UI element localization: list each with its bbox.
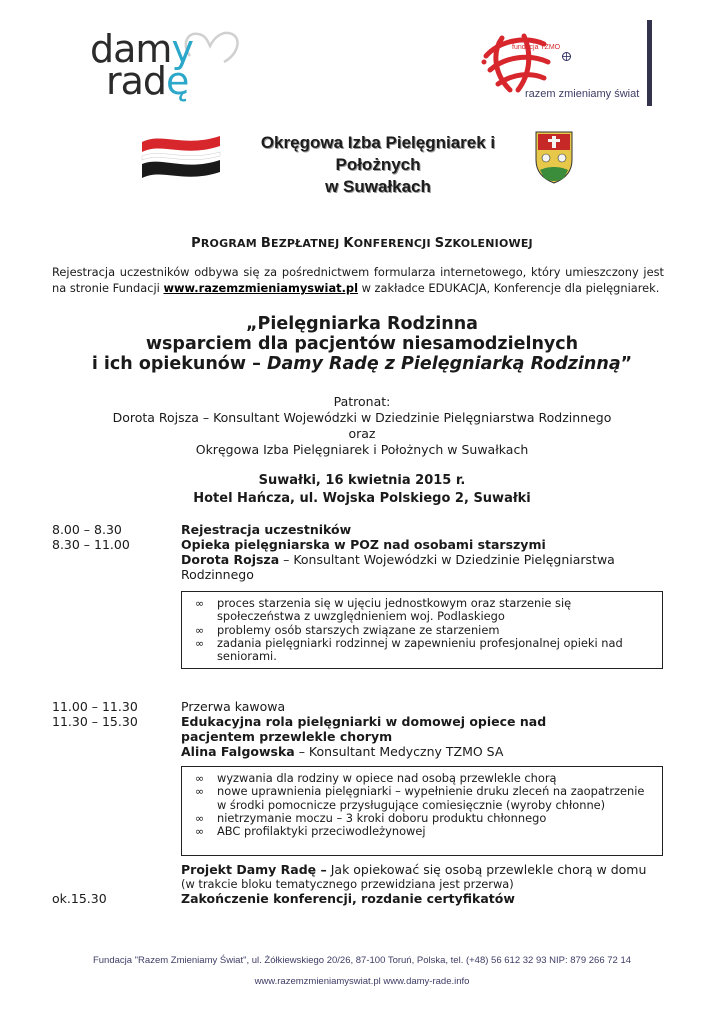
schedule-title: Przerwa kawowa <box>181 699 286 714</box>
logo-word-rade: radę <box>106 59 189 103</box>
tzmo-slogan: razem zmieniamy świat <box>525 88 640 100</box>
patronage-line1: Dorota Rojsza – Konsultant Wojewódzki w Dziedzinie Pielęgniarstwa Rodzinnego <box>112 410 612 425</box>
patronage-label: Patronat: <box>333 394 391 409</box>
list-item: ∞ wyzwania dla rodziny w opiece nad osobą przewlekle chorą <box>195 771 557 785</box>
venue-address: Hotel Hańcza, ul. Wojska Polskiego 2, Suwałki <box>193 491 531 506</box>
topics-box-2 <box>181 766 663 856</box>
schedule-time: 8.30 – 11.00 <box>52 537 130 552</box>
list-item: ∞ zadania pielęgniarki rodzinnej w zapewnieniu profesjonalnej opieki nad seniorami. <box>195 635 623 664</box>
project-row <box>52 862 672 892</box>
speaker-line <box>181 552 661 582</box>
schedule-title: Opieka pielęgniarska w POZ nad osobami starszymi <box>181 537 546 552</box>
registration-paragraph: Rejestracja uczestników odbywa się za pośrednictwem formularza internetowego, który umieszczony jest na stronie Fundacji www.razemzmieniamyswiat.pl w zakładce EDUKACJA, Konferencje dla pielęgniarek. <box>52 265 664 295</box>
topics-box-1 <box>181 591 663 669</box>
schedule-time: ok.15.30 <box>52 891 107 906</box>
conference-title-line3: i ich opiekunów – Damy Radę z Pielęgniarką Rodzinną” <box>91 354 633 374</box>
damy-rade-logo <box>88 24 248 104</box>
list-item: ∞ nietrzymanie moczu – 3 kroki doboru produktu chłonnego <box>195 810 547 825</box>
footer-links: www.razemzmieniamyswiat.pl www.damy-rade.info <box>254 976 470 987</box>
izba-title-line2: w Suwałkach <box>325 177 431 196</box>
patronage-line3: Okręgowa Izba Pielęgniarek i Położnych w Suwałkach <box>195 442 529 457</box>
tzmo-foundation-logo <box>478 32 658 108</box>
schedule-title: Edukacyjna rola pielęgniarki w domowej opiece nad pacjentem przewlekle chorym <box>181 714 547 744</box>
list-item: ∞ ABC profilaktyki przeciwodleżynowej <box>195 824 426 839</box>
conference-title <box>52 314 672 374</box>
venue-date: Suwałki, 16 kwietnia 2015 r. <box>258 473 466 488</box>
conference-title-line2: wsparciem dla pacjentów niesamodzielnych <box>145 334 579 354</box>
tzmo-small-label: fundacja TZMO <box>512 44 561 51</box>
speaker-line <box>181 744 621 759</box>
project-note: (w trakcie bloku tematycznego przewidziana jest przerwa) <box>181 877 514 891</box>
patronage-line2: oraz <box>348 426 376 441</box>
speaker-name: Alina Falgowska <box>181 744 295 759</box>
izba-title <box>228 132 528 198</box>
program-title: PROGRAM BEZPŁATNEJ KONFERENCJI SZKOLENIOWEJ <box>191 236 533 251</box>
izba-title-line1: Okręgowa Izba Pielęgniarek i Położnych <box>260 133 496 174</box>
schedule-time: 11.30 – 15.30 <box>52 714 138 729</box>
footer-address: Fundacja "Razem Zmieniamy Świat", ul. Żółkiewskiego 20/26, 87-100 Toruń, Polska, tel. (+48) 56 612 32 93 NIP: 879 266 72 14 <box>92 955 632 966</box>
foundation-link[interactable]: www.razemzmieniamyswiat.pl <box>163 281 358 295</box>
conference-title-line1: „Pielęgniarka Rodzinna <box>246 314 478 334</box>
flag-wave-icon <box>140 132 222 184</box>
speaker-role: – Konsultant Wojewódzki w Dziedzinie Pielęgniarstwa Rodzinnego <box>181 552 615 582</box>
izba-header <box>140 128 590 196</box>
list-item: ∞ nowe uprawnienia pielęgniarki – wypełnienie druku zleceń na zaopatrzenie w środki pomocnicze przysługujące comiesięcznie (wyroby chłonne) <box>195 784 645 812</box>
patronage-section <box>52 394 672 458</box>
list-item: ∞ problemy osób starszych związane ze starzeniem <box>195 622 500 637</box>
project-title: Projekt Damy Radę – <box>181 862 327 877</box>
logo-word-damy: damy <box>90 27 193 71</box>
project-description: Jak opiekować się osobą przewlekle chorą w domu <box>326 862 647 877</box>
schedule-title: Rejestracja uczestników <box>181 522 352 537</box>
tzmo-globe-icon <box>562 52 571 61</box>
schedule-time: 11.00 – 11.30 <box>52 699 138 714</box>
header-divider <box>647 20 652 106</box>
speaker-name: Dorota Rojsza <box>181 552 280 567</box>
schedule-title: Zakończenie konferencji, rozdanie certyfikatów <box>181 891 515 906</box>
venue-info <box>52 472 672 508</box>
list-item: ∞ proces starzenia się w ujęciu jednostkowym oraz starzenie się społeczeństwa z uwzględnieniem woj. Podlaskiego <box>195 596 572 624</box>
speaker-role: – Konsultant Medyczny TZMO SA <box>294 744 504 759</box>
globe-stripes-icon <box>478 32 561 94</box>
suwalki-coat-of-arms-icon <box>534 130 574 184</box>
schedule-time: 8.00 – 8.30 <box>52 522 122 537</box>
project-line <box>181 862 661 877</box>
schedule-row <box>52 714 672 762</box>
schedule-row <box>52 537 672 585</box>
